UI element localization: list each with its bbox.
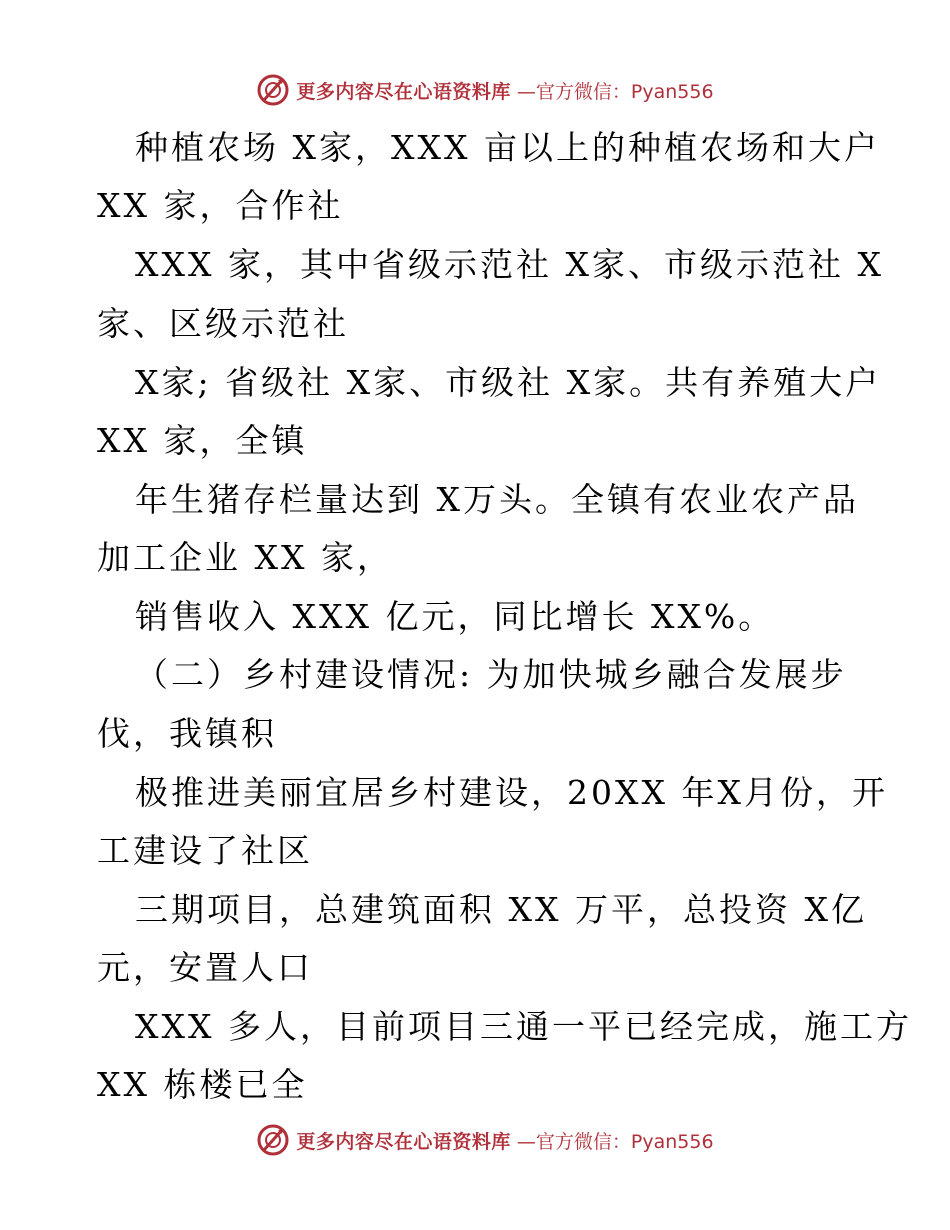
- body-line: X家; 省级社 X家、市级社 X家。共有养殖大户: [135, 363, 882, 402]
- body-line: XXX 家，其中省级示范社 X家、市级示范社 X: [135, 245, 884, 284]
- header-banner-text: 更多内容尽在心语资料库: [296, 80, 511, 103]
- logo-icon: [256, 1123, 290, 1157]
- header-banner-tail: —官方微信：Pyan556: [516, 80, 714, 103]
- logo-icon: [256, 73, 290, 107]
- body-line: 极推进美丽宜居乡村建设，20XX 年X月份，开: [135, 773, 888, 812]
- body-line: 元，安置人口: [97, 948, 313, 987]
- footer-banner: [0, 1122, 950, 1158]
- body-line: 种植农场 X家，XXX 亩以上的种植农场和大户: [135, 128, 880, 167]
- body-line: XX 家，合作社: [97, 186, 344, 225]
- body-line: XXX 多人，目前项目三通一平已经完成，施工方: [135, 1007, 912, 1046]
- body-line: （二）乡村建设情况: 为加快城乡融合发展步: [135, 655, 847, 694]
- footer-banner-text: 更多内容尽在心语资料库: [296, 1130, 511, 1153]
- footer-banner-tail: —官方微信：Pyan556: [516, 1130, 714, 1153]
- body-line: 加工企业 XX 家，: [97, 538, 393, 577]
- body-line: 三期项目，总建筑面积 XX 万平，总投资 X亿: [135, 890, 867, 929]
- body-line: 年生猪存栏量达到 X万头。全镇有农业农产品: [135, 480, 859, 519]
- body-line: XX 栋楼已全: [97, 1065, 308, 1104]
- header-banner: [0, 72, 950, 108]
- body-line: XX 家，全镇: [97, 421, 308, 460]
- body-line: 销售收入 XXX 亿元，同比增长 XX%。: [135, 597, 775, 636]
- body-line: 家、区级示范社: [97, 304, 349, 343]
- body-line: 伐，我镇积: [97, 714, 277, 753]
- body-line: 工建设了社区: [97, 831, 313, 870]
